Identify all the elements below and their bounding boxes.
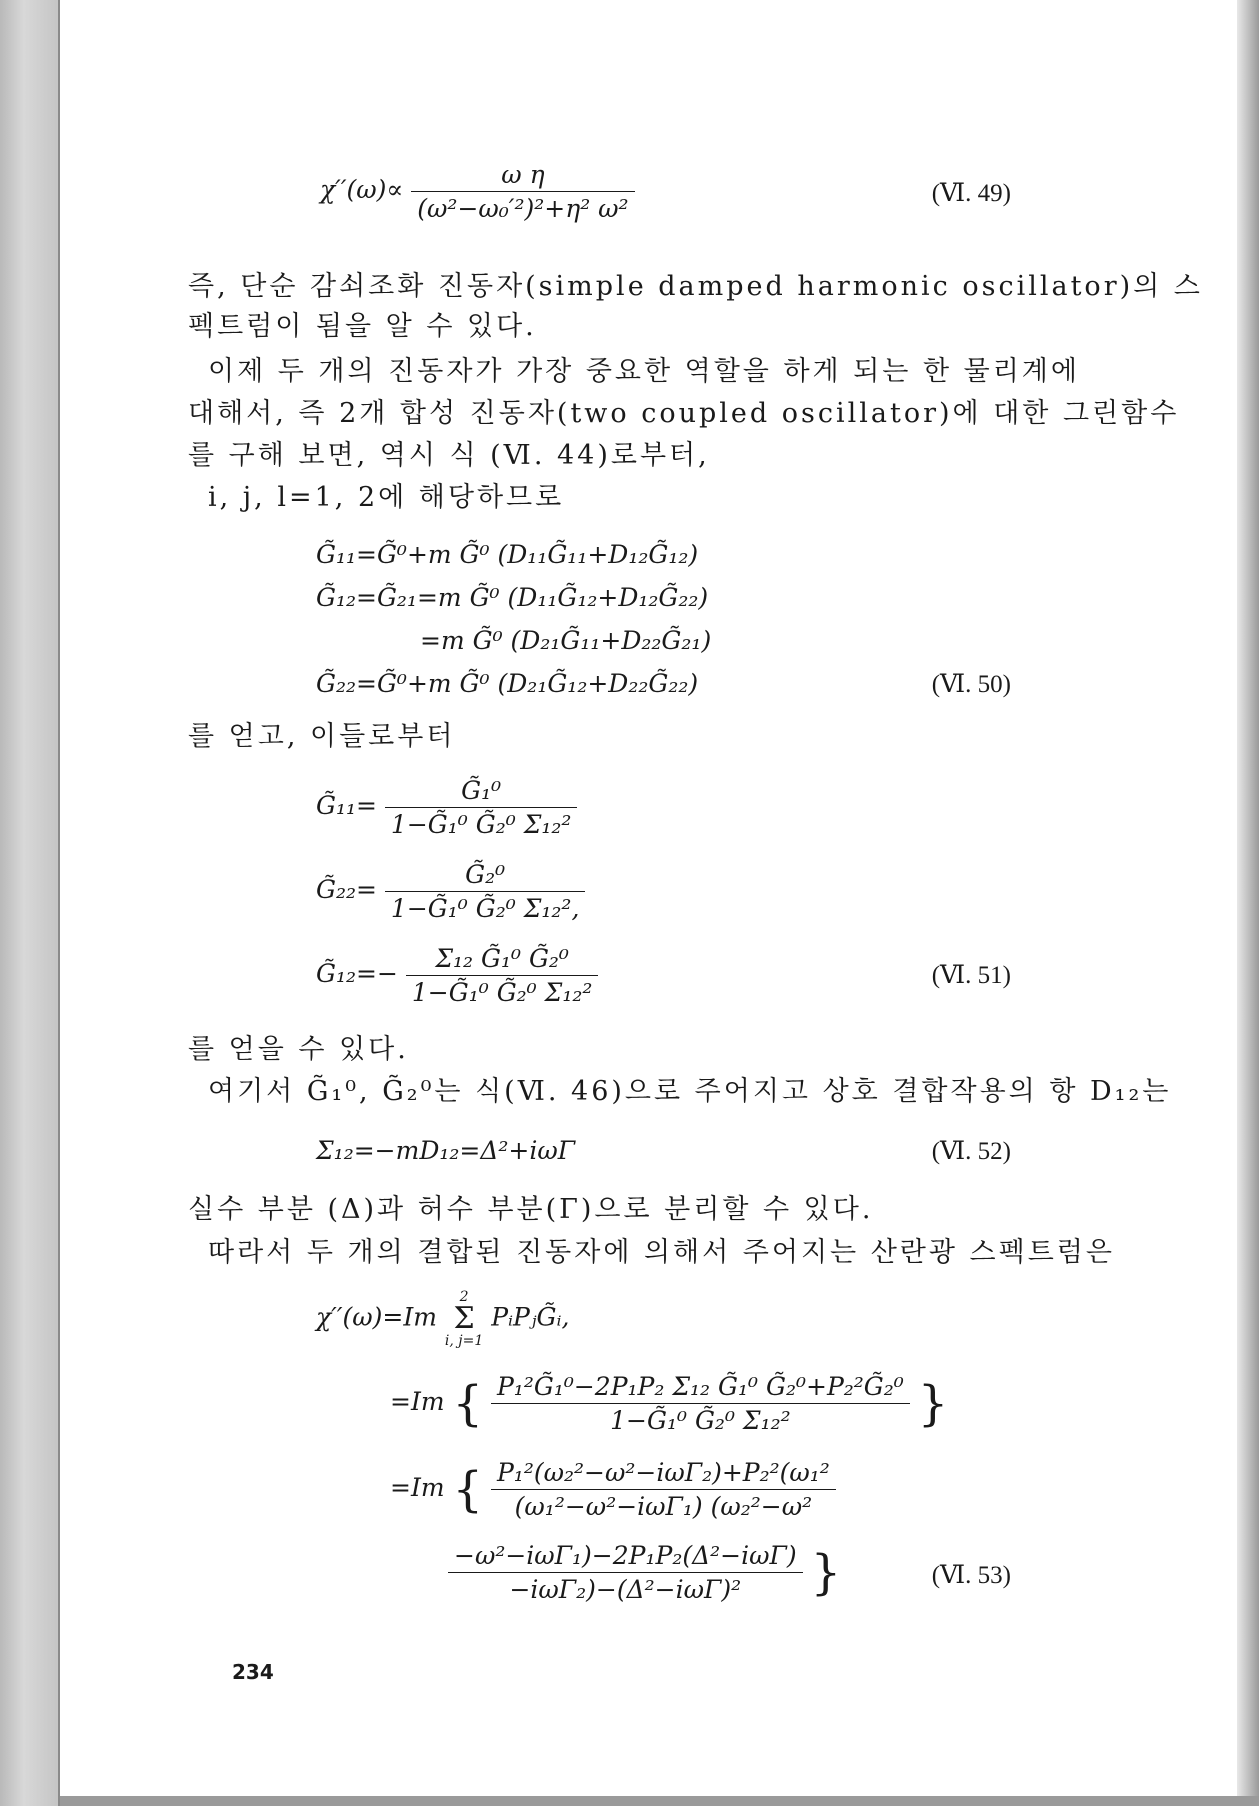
equation-49 [320,160,635,223]
para1-line2: 펙트럼이 됨을 알 수 있다. [188,311,537,342]
eq50-row3: =m G̃⁰ (D₂₁G̃₁₁+D₂₂G̃₂₁) [420,626,712,655]
eq53-row2-open-brace: { [452,1375,484,1432]
eq53-row3-prefix: =Im [390,1473,445,1502]
eq51-a-numerator: G̃₁⁰ [385,776,578,808]
sum-upper-limit: 2 [459,1289,469,1305]
eq53-row2 [390,1372,948,1435]
eq51-c-fraction [406,944,599,1007]
eq53-row4 [448,1541,841,1604]
sigma-icon: Σ [453,1301,475,1336]
para1-line1: 즉, 단순 감쇠조화 진동자(simple damped harmonic oscillator)의 스 [188,271,1203,302]
eq53-row2-prefix: =Im [390,1387,445,1416]
eq52-body: Σ₁₂=−mD₁₂=Δ²+iωΓ [316,1136,576,1165]
eq49-label: (Ⅵ. 49) [931,180,1011,207]
eq50-row2: G̃₁₂=G̃₂₁=m G̃⁰ (D₁₁G̃₁₂+D₁₂G̃₂₂) [316,583,709,612]
eq53-row4-denominator: −iωΓ₂)−(Δ²−iωΓ)² [509,1575,742,1604]
eq49-denominator: (ω²−ω₀′²)²+η² ω² [417,194,629,223]
eq50-row4: G̃₂₂=G̃⁰+m G̃⁰ (D₂₁G̃₁₂+D₂₂G̃₂₂) [316,669,699,698]
eq53-row1 [316,1290,569,1348]
eq51-b-lhs: G̃₂₂= [316,875,377,904]
eq51-label: (Ⅵ. 51) [931,962,1011,989]
eq50-row1: G̃₁₁=G̃⁰+m G̃⁰ (D₁₁G̃₁₁+D₁₂G̃₁₂) [316,540,699,569]
eq53-row4-close-brace: } [810,1544,842,1601]
book-page [60,0,1237,1796]
page-number: 234 [232,1660,274,1684]
eq53-row1-rhs: PᵢPⱼG̃ᵢ, [491,1302,570,1332]
eq51-row1 [316,776,577,839]
eq53-row4-fraction [448,1541,803,1604]
text-after-eq51: 를 얻을 수 있다. [188,1034,409,1065]
para2-line2: 대해서, 즉 2개 합성 진동자(two coupled oscillator)에 대한 그린함수 [188,398,1180,429]
summation-symbol [445,1290,483,1348]
eq53-row1-lhs: χ′′(ω)=Im [316,1302,437,1332]
eq53-row3-denominator: (ω₁²−ω²−iωΓ₁) (ω₂²−ω² [514,1492,813,1521]
book-edge [0,0,60,1806]
sum-lower-limit: i, j=1 [444,1333,484,1349]
para2-line3: 를 구해 보면, 역시 식 (Ⅵ. 44)로부터, [188,440,710,471]
eq53-row2-fraction [491,1372,910,1435]
eq53-row4-numerator: −ω²−iωΓ₁)−2P₁P₂(Δ²−iωΓ) [448,1541,803,1573]
page-shadow-bottom [60,1796,1259,1806]
eq51-row3 [316,944,598,1007]
eq51-a-lhs: G̃₁₁= [316,791,377,820]
page-shadow-right [1237,0,1259,1806]
eq50-label: (Ⅵ. 50) [931,671,1011,698]
eq51-c-lhs: G̃₁₂=− [316,959,398,988]
eq53-row2-close-brace: } [917,1375,949,1432]
para4-line2: 따라서 두 개의 결합된 진동자에 의해서 주어지는 산란광 스펙트럼은 [208,1237,1115,1268]
eq51-c-numerator: Σ₁₂ G̃₁⁰ G̃₂⁰ [406,944,599,976]
eq53-row3-fraction [491,1458,836,1521]
eq52-label: (Ⅵ. 52) [931,1138,1011,1165]
eq51-a-denominator: 1−G̃₁⁰ G̃₂⁰ Σ₁₂² [390,810,572,839]
eq51-b-numerator: G̃₂⁰ [385,860,585,892]
eq51-c-denominator: 1−G̃₁⁰ G̃₂⁰ Σ₁₂² [411,978,593,1007]
eq53-row3-numerator: P₁²(ω₂²−ω²−iωΓ₂)+P₂²(ω₁² [491,1458,836,1490]
para4-line1: 실수 부분 (Δ)과 허수 부분(Γ)으로 분리할 수 있다. [188,1194,874,1225]
eq49-numerator: ω η [411,160,634,192]
eq53-row3 [390,1458,836,1521]
eq49-lhs: χ′′(ω)∝ [320,175,404,204]
para3-line: 여기서 G̃₁⁰, G̃₂⁰는 식(Ⅵ. 46)으로 주어지고 상호 결합작용의 항 D₁₂는 [208,1076,1172,1107]
eq53-label: (Ⅵ. 53) [931,1562,1011,1589]
eq53-row3-open-brace: { [452,1461,484,1518]
eq53-row2-denominator: 1−G̃₁⁰ G̃₂⁰ Σ₁₂² [610,1406,791,1435]
eq53-row2-numerator: P₁²G̃₁⁰−2P₁P₂ Σ₁₂ G̃₁⁰ G̃₂⁰+P₂²G̃₂⁰ [491,1372,910,1404]
eq51-row2 [316,860,585,923]
eq51-b-fraction [385,860,585,923]
text-after-eq50: 를 얻고, 이들로부터 [188,721,456,752]
para2-line1: 이제 두 개의 진동자가 가장 중요한 역할을 하게 되는 한 물리계에 [208,356,1080,387]
eq49-fraction [411,160,634,223]
eq51-b-denominator: 1−G̃₁⁰ G̃₂⁰ Σ₁₂², [390,894,580,923]
eq51-a-fraction [385,776,578,839]
para2-line4: i, j, l=1, 2에 해당하므로 [208,482,565,513]
